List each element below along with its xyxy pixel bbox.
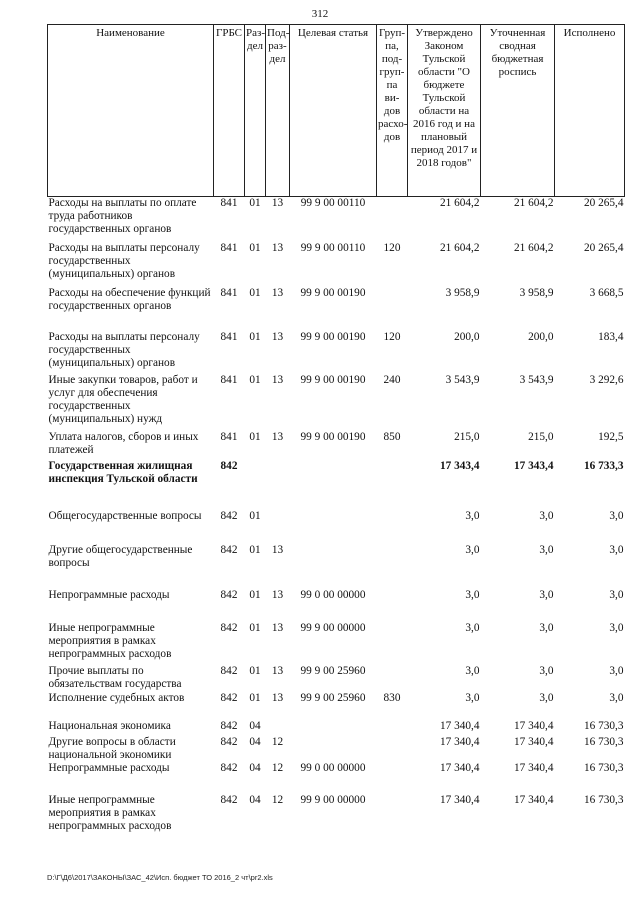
cell-podrazdel [266,720,290,736]
cell-name: Непрограммные расходы [48,588,170,601]
table-row [48,197,625,242]
cell-razdel: 01 [249,509,261,522]
cell-group [377,544,408,589]
cell-podrazdel: 13 [271,197,284,209]
cell-razdel: 01 [249,286,261,299]
cell-approved: 3 958,9 [445,286,480,299]
cell-podrazdel: 12 [271,735,284,748]
cell-executed: 3,0 [609,543,624,556]
cell-group: 240 [383,373,401,386]
cell-name: Национальная экономика [48,719,171,732]
cell-approved: 21 604,2 [439,197,480,209]
cell-grbs: 841 [220,241,238,254]
table-row [48,331,625,374]
cell-razdel: 01 [249,330,261,343]
cell-group [377,736,408,762]
cell-group [377,510,408,544]
cell-approved: 3,0 [465,543,480,556]
cell-approved: 3,0 [465,691,480,704]
cell-refined: 3,0 [539,664,554,677]
cell-grbs: 841 [220,197,238,209]
cell-razdel: 04 [249,761,261,774]
cell-refined: 21 604,2 [513,197,554,209]
cell-approved: 3 543,9 [445,373,480,386]
cell-refined: 3 543,9 [519,373,554,386]
header-target: Целевая статья [290,25,377,197]
cell-group: 850 [383,430,401,443]
cell-target: 99 9 00 25960 [300,691,366,704]
table-row [48,510,625,544]
table-row [48,692,625,720]
table-row [48,622,625,665]
cell-podrazdel: 13 [271,588,284,601]
cell-executed: 16 730,3 [583,761,624,774]
table-row [48,431,625,460]
cell-target [290,720,377,736]
cell-refined: 17 340,4 [513,719,554,732]
cell-executed: 16 733,3 [583,459,624,472]
cell-refined: 17 340,4 [513,761,554,774]
cell-target: 99 0 00 00000 [300,588,366,601]
cell-refined: 17 340,4 [513,793,554,806]
cell-name: Исполнение судебных актов [48,691,185,704]
cell-target: 99 9 00 00000 [300,793,366,806]
table-row [48,736,625,762]
cell-podrazdel: 13 [271,241,284,254]
cell-refined: 215,0 [528,430,554,443]
table-row [48,374,625,431]
cell-podrazdel: 13 [271,330,284,343]
cell-podrazdel: 13 [271,543,284,556]
cell-grbs: 842 [220,793,238,806]
cell-group [377,622,408,665]
cell-refined: 3 958,9 [519,286,554,299]
cell-target [290,544,377,589]
cell-name: Расходы на выплаты персоналу государственных (муниципальных) органов [48,330,200,369]
cell-target [290,510,377,544]
cell-razdel: 01 [249,430,261,443]
cell-podrazdel [266,510,290,544]
cell-approved: 17 340,4 [439,793,480,806]
cell-refined: 17 340,4 [513,735,554,748]
cell-executed: 3,0 [609,691,624,704]
cell-podrazdel: 13 [271,286,284,299]
cell-podrazdel: 13 [271,430,284,443]
cell-grbs: 842 [220,664,238,677]
cell-refined: 200,0 [528,330,554,343]
cell-executed: 192,5 [598,430,624,443]
cell-approved: 200,0 [454,330,480,343]
header-executed: Исполнено [555,25,625,197]
cell-grbs: 842 [220,509,238,522]
cell-target: 99 9 00 00190 [300,286,366,299]
cell-refined: 3,0 [539,543,554,556]
cell-group: 830 [383,691,401,704]
cell-grbs: 842 [220,735,238,748]
cell-razdel: 01 [249,588,261,601]
cell-executed: 16 730,3 [583,793,624,806]
cell-grbs: 842 [220,588,238,601]
table-row [48,665,625,692]
cell-name: Иные непрограммные мероприятия в рамках непрограммных расходов [48,793,172,832]
cell-approved: 3,0 [465,664,480,677]
cell-razdel: 01 [249,197,261,209]
cell-grbs: 842 [220,621,238,634]
budget-table [47,24,625,841]
header-podrazdel: Под-раз-дел [266,25,290,197]
cell-executed: 3,0 [609,664,624,677]
cell-grbs: 842 [220,761,238,774]
cell-grbs: 842 [220,691,238,704]
cell-grbs: 842 [220,719,238,732]
cell-group [377,720,408,736]
cell-target: 99 9 00 00190 [300,330,366,343]
cell-name: Расходы на выплаты по оплате труда работников государственных органов [48,197,197,235]
cell-podrazdel: 13 [271,664,284,677]
table-row [48,287,625,331]
cell-name: Уплата налогов, сборов и иных платежей [48,430,199,456]
cell-approved: 17 340,4 [439,735,480,748]
header-grbs: ГРБС [214,25,245,197]
cell-approved: 21 604,2 [439,241,480,254]
cell-grbs: 841 [220,373,238,386]
table-row [48,460,625,510]
table-row [48,589,625,622]
cell-razdel [245,460,266,510]
cell-executed: 3,0 [609,509,624,522]
cell-target: 99 0 00 00000 [300,761,366,774]
cell-razdel: 01 [249,241,261,254]
cell-razdel: 04 [249,719,261,732]
cell-group [377,589,408,622]
cell-group [377,762,408,794]
cell-approved: 215,0 [454,430,480,443]
header-razdel: Раз-дел [245,25,266,197]
cell-target: 99 9 00 00190 [300,373,366,386]
page-number: 312 [311,8,329,20]
cell-grbs: 842 [220,459,238,472]
cell-razdel: 01 [249,543,261,556]
cell-approved: 3,0 [465,509,480,522]
cell-name: Государственная жилищная инспекция Тульской области [48,459,198,485]
cell-approved: 17 340,4 [439,761,480,774]
cell-target [290,736,377,762]
table-body [48,197,625,841]
cell-name: Расходы на обеспечение функций государственных органов [48,286,211,312]
cell-executed: 183,4 [598,330,624,343]
cell-name: Иные закупки товаров, работ и услуг для обеспечения государственных (муниципальных) нужд [48,373,198,425]
cell-refined: 3,0 [539,588,554,601]
cell-refined: 3,0 [539,621,554,634]
cell-grbs: 842 [220,543,238,556]
cell-executed: 20 265,4 [583,197,624,209]
cell-approved: 17 340,4 [439,719,480,732]
cell-executed: 16 730,3 [583,735,624,748]
file-path-footer: D:\Г\Д6\2017\ЗАКОНЫ\ЗАС_42\Исп. бюджет ТО 2016_2 чт\pr2.xls [47,873,273,882]
table-header [48,25,625,197]
header-refined: Уточненная сводная бюджетная роспись [481,25,555,197]
cell-refined: 3,0 [539,691,554,704]
table-row [48,720,625,736]
cell-refined: 17 343,4 [513,459,554,472]
cell-executed: 3,0 [609,588,624,601]
cell-executed: 20 265,4 [583,241,624,254]
cell-name: Расходы на выплаты персоналу государственных (муниципальных) органов [48,241,200,280]
cell-target: 99 9 00 00190 [300,430,366,443]
table-row [48,762,625,794]
cell-group [377,460,408,510]
cell-name: Другие общегосударственные вопросы [48,543,193,569]
cell-group [377,665,408,692]
cell-target: 99 9 00 00000 [300,621,366,634]
cell-target: 99 9 00 00110 [300,197,366,209]
cell-razdel: 01 [249,664,261,677]
header-approved: Утверждено Законом Тульской области "О бюджете Тульской области на 2016 год и на плановый период 2017 и 2018 годов" [408,25,481,197]
cell-group [377,794,408,841]
cell-refined: 3,0 [539,509,554,522]
cell-grbs: 841 [220,430,238,443]
cell-grbs: 841 [220,286,238,299]
cell-podrazdel: 12 [271,761,284,774]
cell-name: Непрограммные расходы [48,761,170,774]
table-row [48,242,625,287]
cell-approved: 3,0 [465,588,480,601]
cell-name: Общегосударственные вопросы [48,509,202,522]
cell-executed: 3,0 [609,621,624,634]
cell-razdel: 01 [249,373,261,386]
cell-name: Иные непрограммные мероприятия в рамках непрограммных расходов [48,621,172,660]
cell-razdel: 01 [249,691,261,704]
table-row [48,544,625,589]
cell-executed: 3 292,6 [589,373,624,386]
cell-approved: 3,0 [465,621,480,634]
cell-group [377,197,408,242]
cell-razdel: 01 [249,621,261,634]
cell-name: Прочие выплаты по обязательствам государства [48,664,182,690]
cell-group [377,287,408,331]
cell-target [290,460,377,510]
header-group: Груп-па, под-груп-па ви-дов расхо-дов [377,25,408,197]
table-row [48,794,625,841]
cell-group: 120 [383,330,401,343]
cell-podrazdel [266,460,290,510]
cell-podrazdel: 12 [271,793,284,806]
cell-razdel: 04 [249,793,261,806]
cell-target: 99 9 00 00110 [300,241,366,254]
cell-executed: 16 730,3 [583,719,624,732]
cell-executed: 3 668,5 [589,286,624,299]
cell-approved: 17 343,4 [439,459,480,472]
cell-podrazdel: 13 [271,621,284,634]
cell-group: 120 [383,241,401,254]
cell-name: Другие вопросы в области национальной экономики [48,735,176,761]
cell-target: 99 9 00 25960 [300,664,366,677]
cell-refined: 21 604,2 [513,241,554,254]
cell-podrazdel: 13 [271,691,284,704]
cell-podrazdel: 13 [271,373,284,386]
cell-razdel: 04 [249,735,261,748]
header-name: Наименование [48,25,214,197]
cell-grbs: 841 [220,330,238,343]
